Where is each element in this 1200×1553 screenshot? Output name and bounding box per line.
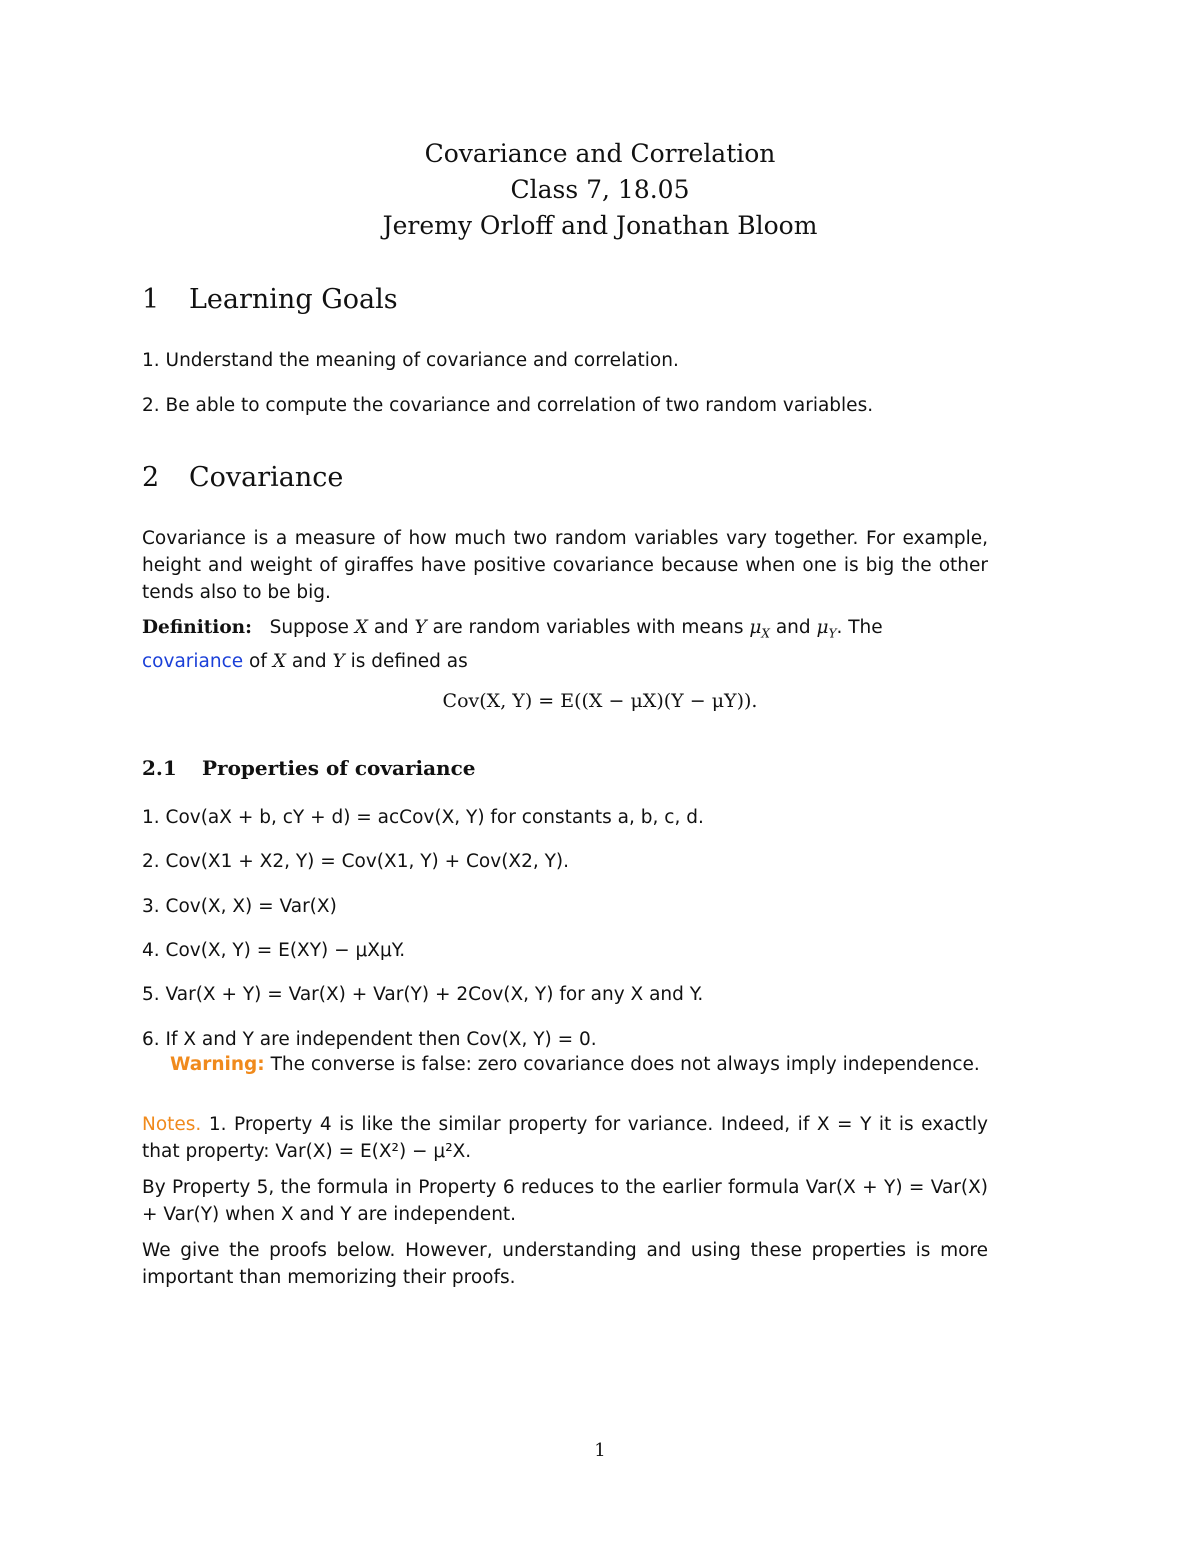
section-number: 1	[142, 284, 160, 315]
property-item: 5. Var(X + Y) = Var(X) + Var(Y) + 2Cov(X, Y) for any X and Y.	[142, 984, 704, 1005]
section-number: 2	[142, 462, 160, 493]
definition-text: and	[291, 650, 327, 672]
subsection-number: 2.1	[142, 756, 177, 780]
definition-paragraph: Definition: Suppose X and Y are random variables with means $\mu_X$ and $\mu_Y$. The covariance of X and Y is defined as	[142, 617, 883, 672]
definition-text: is defined as	[350, 650, 468, 672]
learning-goal-item: 2. Be able to compute the covariance and correlation of two random variables.	[142, 395, 874, 416]
definition-text: of	[249, 650, 267, 672]
page-number: 1	[594, 1440, 606, 1461]
definition-text: are random variables with means	[432, 617, 744, 638]
warning-line	[170, 1052, 980, 1078]
property-item: 6. If X and Y are independent then Cov(X, Y) = 0.	[142, 1029, 597, 1050]
notes-paragraph-2: By Property 5, the formula in Property 6 reduces to the earlier formula Var(X + Y) = Var(X) + Var(Y) when X and Y are independent.	[142, 1177, 988, 1225]
notes-text: 1. Property 4 is like the similar property for variance. Indeed, if X = Y it is exactly that property: Var(X) = E(X²) − μ²X.	[142, 1114, 988, 1162]
subsection-title: Properties of covariance	[202, 756, 476, 780]
property-item: 3. Cov(X, X) = Var(X)	[142, 896, 337, 917]
definition-text: . The	[836, 617, 883, 638]
section-title: Covariance	[189, 462, 344, 493]
definition-text: and	[373, 617, 409, 638]
notes-paragraph-3: We give the proofs below. However, understanding and using these properties is more important than memorizing their proofs.	[142, 1240, 988, 1288]
authors: Jeremy Orloff and Jonathan Bloom	[382, 211, 818, 240]
title-block	[0, 136, 1200, 244]
section-2-heading	[142, 462, 343, 493]
property-item: 1. Cov(aX + b, cY + d) = acCov(X, Y) for constants a, b, c, d.	[142, 807, 704, 828]
property-item: 4. Cov(X, Y) = E(XY) − μXμY.	[142, 940, 406, 961]
warning-label: Warning:	[170, 1054, 265, 1075]
notes-label: Notes.	[142, 1114, 202, 1135]
definition-label: Definition:	[142, 617, 252, 638]
notes-paragraph	[142, 1111, 988, 1165]
subsection-2-1-heading	[142, 756, 476, 780]
covariance-intro-paragraph: Covariance is a measure of how much two random variables vary together. For example, height and weight of giraffes have positive covariance because when one is big the other tends also to be big.	[142, 528, 988, 603]
definition-text: Suppose	[269, 617, 349, 638]
section-1-heading	[142, 284, 398, 315]
learning-goal-item: 1. Understand the meaning of covariance and correlation.	[142, 350, 679, 371]
section-title: Learning Goals	[189, 284, 398, 315]
document-title: Covariance and Correlation	[424, 139, 776, 168]
warning-text: The converse is false: zero covariance does not always imply independence.	[270, 1054, 980, 1075]
covariance-definition-equation: Cov(X, Y) = E((X − μX)(Y − μY)).	[442, 690, 758, 712]
definition-text: and	[775, 617, 811, 638]
covariance-link[interactable]: covariance	[142, 650, 244, 672]
property-item: 2. Cov(X1 + X2, Y) = Cov(X1, Y) + Cov(X2, Y).	[142, 851, 570, 872]
class-label: Class 7, 18.05	[510, 175, 690, 204]
